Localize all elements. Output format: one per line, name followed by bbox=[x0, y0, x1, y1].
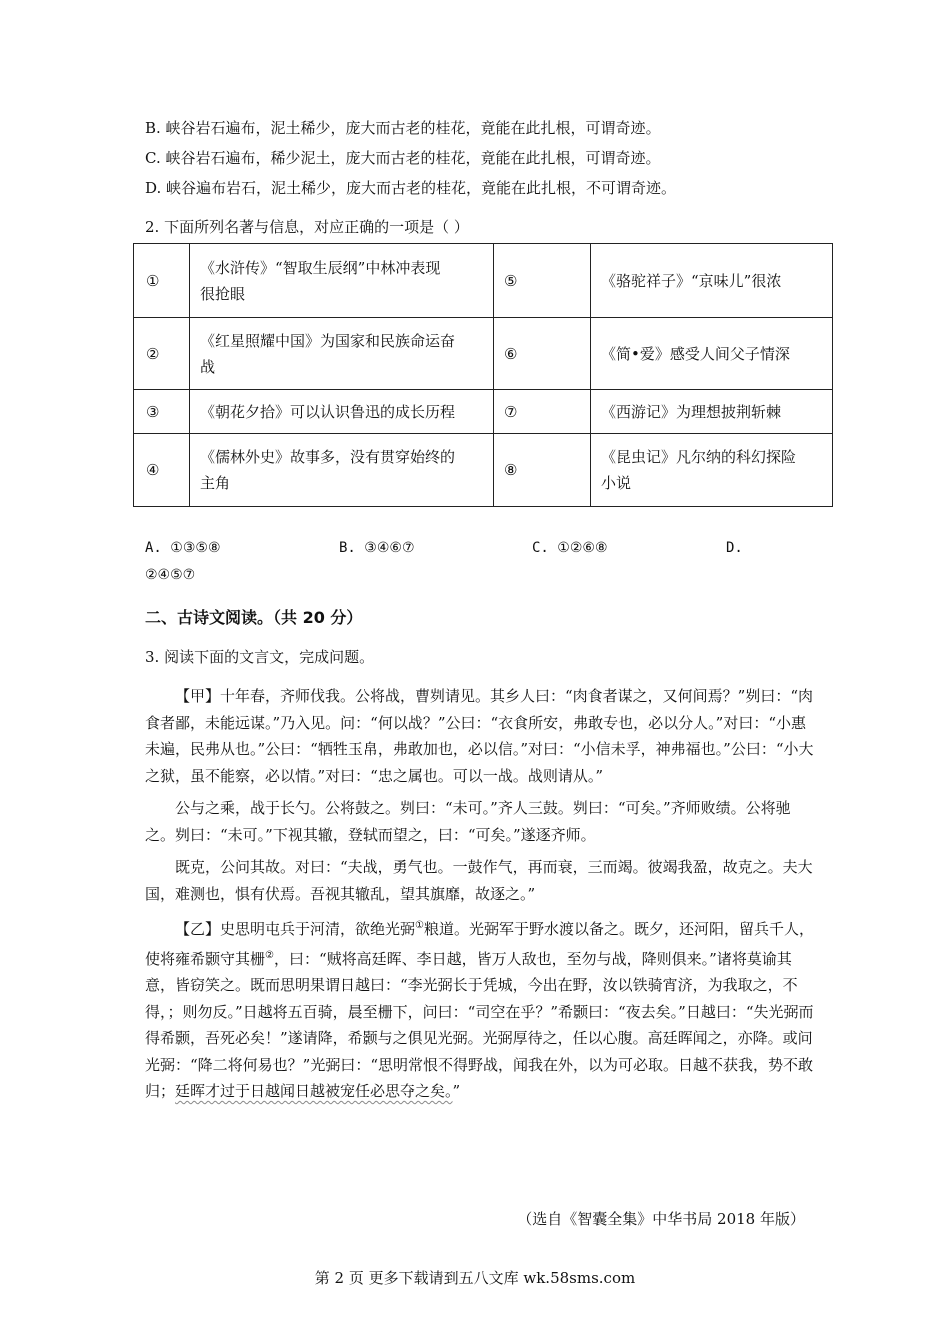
section-title: 二、古诗文阅读。（共 20 分） bbox=[145, 608, 363, 627]
work-info-8: 《昆虫记》凡尔纳的科幻探险 小说 bbox=[591, 434, 833, 507]
row-num-7: ⑦ bbox=[494, 390, 591, 434]
row-num-2: ② bbox=[134, 318, 190, 390]
q1-option-c: C. 峡谷岩石遍布，稀少泥土，庞大而古老的桂花，竟能在此扎根，可谓奇迹。 bbox=[145, 149, 661, 167]
q1-option-b: B. 峡谷岩石遍布，泥土稀少，庞大而古老的桂花，竟能在此扎根，可谓奇迹。 bbox=[145, 119, 661, 137]
work-info-2: 《红星照耀中国》为国家和民族命运奋 战 bbox=[190, 318, 494, 390]
work-info-1: 《水浒传》“智取生辰纲”中林冲表现 很抢眼 bbox=[190, 244, 494, 318]
work-info-3: 《朝花夕拾》可以认识鲁迅的成长历程 bbox=[190, 390, 494, 434]
yi-paragraph: 【乙】史思明屯兵于河清，欲绝光弼①粮道。光弼军于野水渡以备之。既夕，还河阳，留兵千人，使将雍希颢守其栅②，曰：“贼将高廷晖、李日越，皆万人敌也，至勿与战，降则俱来。”诸将莫谕其意，皆窃笑之。既而思明果谓日越曰：“李光弼长于凭城，今出在野，汝以铁骑宵济，为我取之，不得，；则勿反。”日越将五百骑，晨至栅下，问曰：“司空在乎？”希颢曰：“夜去矣。”日越曰：“失光弼而得希颢，吾死必矣！”遂请降，希颢与之俱见光弼。光弼厚待之，任以心腹。高廷晖闻之，亦降。或问光弼：“降二将何易也？”光弼曰：“思明常恨不得野战，闻我在外，以为可必取。日越不获我，势不敢归；廷晖才过于日越闻日越被宠任必思夺之矣。” bbox=[145, 920, 814, 1100]
row-num-6: ⑥ bbox=[494, 318, 591, 390]
q2-option-c: C. ①②⑥⑧ bbox=[532, 540, 608, 556]
work-info-4: 《儒林外史》故事多，没有贯穿始终的 主角 bbox=[190, 434, 494, 507]
footnote-marker-2: ② bbox=[265, 949, 274, 961]
jia-paragraph-2: 公与之乘，战于长勺。公将鼓之。刿曰：“未可。”齐人三鼓。刿曰：“可矣。”齐师败绩。公将驰之。刿曰：“未可。”下视其辙，登轼而望之，曰：“可矣。”遂逐齐师。 bbox=[145, 799, 791, 844]
table-row bbox=[134, 318, 833, 390]
source-citation: （选自《智囊全集》中华书局 2018 年版） bbox=[517, 1210, 805, 1228]
passage-jia bbox=[145, 683, 815, 1105]
table-row bbox=[134, 244, 833, 318]
page-footer: 第 2 页 更多下载请到五八文库 wk.58sms.com bbox=[314, 1269, 636, 1287]
q1-option-d: D. 峡谷遍布岩石，泥土稀少，庞大而古老的桂花，竟能在此扎根，不可谓奇迹。 bbox=[145, 179, 677, 197]
table-row bbox=[134, 390, 833, 434]
jia-paragraph-3: 既克，公问其故。对曰：“夫战，勇气也。一鼓作气，再而衰，三而竭。彼竭我盈，故克之。夫大国，难测也，惧有伏焉。吾视其辙乱，望其旗靡，故逐之。” bbox=[145, 858, 813, 903]
row-num-3: ③ bbox=[134, 390, 190, 434]
works-table bbox=[133, 243, 833, 507]
q2-option-d-value: ②④⑤⑦ bbox=[145, 567, 196, 583]
q2-option-d: D. bbox=[726, 540, 743, 556]
q2-option-a: A. ①③⑤⑧ bbox=[145, 540, 221, 556]
jia-paragraph-1: 【甲】十年春，齐师伐我。公将战，曹刿请见。其乡人曰：“肉食者谋之，又何间焉？”刿曰：“肉食者鄙，未能远谋。”乃入见。问：“何以战？”公曰：“衣食所安，弗敢专也，必以分人。”对曰：“小惠未遍，民弗从也。”公曰：“牺牲玉帛，弗敢加也，必以信。”对曰：“小信未孚，神弗福也。”公曰：“小大之狱，虽不能察，必以情。”对曰：“忠之属也。可以一战。战则请从。” bbox=[145, 687, 814, 785]
footnote-marker-1: ① bbox=[415, 920, 424, 931]
row-num-1: ① bbox=[134, 244, 190, 318]
row-num-4: ④ bbox=[134, 434, 190, 507]
q2-stem: 2. 下面所列名著与信息，对应正确的一项是（ ） bbox=[145, 218, 469, 236]
table-row bbox=[134, 434, 833, 507]
work-info-6: 《简•爱》感受人间父子情深 bbox=[591, 318, 833, 390]
row-num-8: ⑧ bbox=[494, 434, 591, 507]
q3-stem: 3. 阅读下面的文言文，完成问题。 bbox=[145, 648, 375, 666]
q2-option-b: B. ③④⑥⑦ bbox=[339, 540, 415, 556]
wavy-underlined-sentence: 廷晖才过于日越闻日越被宠任必思夺之矣。 bbox=[175, 1082, 453, 1100]
work-info-7: 《西游记》为理想披荆斩棘 bbox=[591, 390, 833, 434]
work-info-5: 《骆驼祥子》“京味儿”很浓 bbox=[591, 244, 833, 318]
row-num-5: ⑤ bbox=[494, 244, 591, 318]
